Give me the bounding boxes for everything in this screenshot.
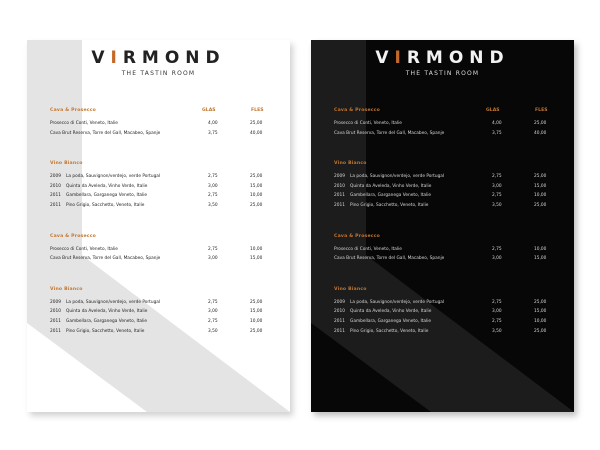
wine-year: 2010 bbox=[334, 183, 345, 189]
section-header bbox=[50, 234, 265, 243]
price-glass: 3,00 bbox=[492, 256, 502, 262]
wine-year: 2010 bbox=[50, 183, 61, 189]
price-glass: 2,75 bbox=[492, 193, 502, 199]
price-glass: 3,50 bbox=[208, 202, 218, 208]
wine-name: Prosecco di Conti, Veneto, Italie bbox=[50, 121, 118, 126]
wine-item bbox=[50, 308, 265, 318]
price-bottle: 10,00 bbox=[534, 246, 547, 252]
section-title: Cava & Prosecco bbox=[50, 233, 97, 239]
price-glass: 3,75 bbox=[208, 130, 218, 136]
wine-name: La poda, Sauvignon/verdejo, verde Portugal bbox=[66, 174, 161, 180]
section-header bbox=[334, 161, 549, 170]
price-glass: 3,50 bbox=[492, 328, 502, 334]
price-bottle: 25,00 bbox=[250, 299, 263, 305]
wine-year: 2010 bbox=[50, 309, 61, 315]
menu-card-dark bbox=[311, 40, 574, 412]
price-bottle: 10,00 bbox=[250, 318, 263, 324]
section-title: Cava & Prosecco bbox=[50, 108, 97, 113]
wine-year: 2011 bbox=[334, 328, 345, 334]
wine-item bbox=[334, 255, 549, 265]
price-bottle: 25,00 bbox=[534, 299, 547, 305]
price-bottle: 15,00 bbox=[250, 309, 263, 315]
price-bottle: 25,00 bbox=[534, 121, 547, 126]
menu-card-light bbox=[27, 40, 290, 412]
column-header-glas: GLAS bbox=[486, 108, 500, 113]
price-bottle: 10,00 bbox=[534, 318, 547, 324]
wine-year: 2011 bbox=[334, 318, 345, 324]
wine-name: La poda, Sauvignon/verdejo, verde Portugal bbox=[66, 299, 161, 305]
column-header-fles: FLES bbox=[535, 108, 548, 113]
wine-year: 2011 bbox=[334, 202, 345, 208]
price-bottle: 10,00 bbox=[250, 193, 263, 199]
wine-year: 2011 bbox=[334, 193, 345, 199]
price-bottle: 15,00 bbox=[250, 256, 263, 262]
menu-section bbox=[50, 161, 265, 211]
wine-year: 2009 bbox=[50, 299, 61, 305]
wine-name: Cava Brut Reserva, Torre del Gall, Macabeo, Spanje bbox=[334, 130, 445, 136]
wine-item bbox=[334, 173, 549, 183]
wine-name: Pino Grigio, Sacchetto, Veneto, Italie bbox=[66, 202, 145, 208]
price-glass: 2,75 bbox=[208, 299, 218, 305]
wine-item bbox=[50, 130, 265, 140]
price-bottle: 25,00 bbox=[250, 174, 263, 180]
wine-name: Pino Grigio, Sacchetto, Veneto, Italie bbox=[66, 328, 145, 334]
wine-item bbox=[50, 255, 265, 265]
price-glass: 3,50 bbox=[492, 202, 502, 208]
menu-section bbox=[50, 108, 265, 139]
wine-item bbox=[50, 183, 265, 193]
price-glass: 2,75 bbox=[208, 318, 218, 324]
menu-section bbox=[334, 108, 549, 139]
wine-item bbox=[334, 192, 549, 202]
menu-section bbox=[50, 234, 265, 265]
price-bottle: 15,00 bbox=[534, 183, 547, 189]
brand-tagline: THE TASTIN ROOM bbox=[121, 70, 196, 77]
price-glass: 4,00 bbox=[208, 121, 218, 126]
price-glass: 2,75 bbox=[208, 174, 218, 180]
price-glass: 3,00 bbox=[208, 309, 218, 315]
wine-item bbox=[50, 328, 265, 338]
wine-item bbox=[50, 246, 265, 256]
column-header-fles: FLES bbox=[251, 108, 264, 113]
wine-item bbox=[334, 130, 549, 140]
wine-name: Cava Brut Reserva, Torre del Gall, Macabeo, Spanje bbox=[50, 130, 161, 136]
wine-name: Quinta da Aveleda, Vinho Verde, Italie bbox=[350, 309, 432, 315]
wine-name: Prosecco di Conti, Veneto, Italie bbox=[50, 246, 118, 252]
wine-name: Gambellara, Garganega Veneto, Italie bbox=[66, 193, 148, 199]
section-header bbox=[50, 108, 265, 117]
price-glass: 4,00 bbox=[492, 121, 502, 126]
wine-name: Cava Brut Reserva, Torre del Gall, Macabeo, Spanje bbox=[50, 256, 161, 262]
price-glass: 2,75 bbox=[492, 299, 502, 305]
wine-item bbox=[50, 202, 265, 212]
price-bottle: 10,00 bbox=[250, 246, 263, 252]
wine-item bbox=[50, 120, 265, 130]
price-bottle: 25,00 bbox=[250, 121, 263, 126]
price-glass: 2,75 bbox=[492, 246, 502, 252]
wine-name: Prosecco di Conti, Veneto, Italie bbox=[334, 121, 402, 126]
wine-name: Quinta da Aveleda, Vinho Verde, Italie bbox=[66, 309, 148, 315]
wine-name: Gambellara, Garganega Veneto, Italie bbox=[66, 318, 148, 324]
price-bottle: 25,00 bbox=[534, 202, 547, 208]
price-glass: 3,00 bbox=[492, 309, 502, 315]
price-glass: 2,75 bbox=[208, 193, 218, 199]
menu-section bbox=[334, 161, 549, 211]
brand-logo: VIRMOND bbox=[375, 48, 510, 68]
price-bottle: 40,00 bbox=[534, 130, 547, 136]
wine-name: Gambellara, Garganega Veneto, Italie bbox=[350, 193, 432, 199]
section-header bbox=[50, 287, 265, 296]
wine-name: La poda, Sauvignon/verdejo, verde Portugal bbox=[350, 174, 445, 180]
price-glass: 2,75 bbox=[492, 174, 502, 180]
section-title: Vino Bianco bbox=[50, 286, 83, 292]
section-header bbox=[334, 108, 549, 117]
price-bottle: 25,00 bbox=[250, 202, 263, 208]
wine-year: 2010 bbox=[334, 309, 345, 315]
price-glass: 3,75 bbox=[492, 130, 502, 136]
wine-item bbox=[50, 173, 265, 183]
brand-tagline: THE TASTIN ROOM bbox=[405, 70, 480, 77]
wine-item bbox=[50, 192, 265, 202]
brand-logo: VIRMOND bbox=[91, 48, 226, 68]
wine-item bbox=[50, 299, 265, 309]
price-glass: 3,00 bbox=[208, 256, 218, 262]
wine-item bbox=[334, 246, 549, 256]
menu-section bbox=[50, 287, 265, 337]
section-header bbox=[50, 161, 265, 170]
price-glass: 3,00 bbox=[208, 183, 218, 189]
wine-name: Prosecco di Conti, Veneto, Italie bbox=[334, 246, 402, 252]
wine-year: 2011 bbox=[50, 202, 61, 208]
wine-item bbox=[334, 299, 549, 309]
wine-item bbox=[334, 120, 549, 130]
column-header-glas: GLAS bbox=[202, 108, 216, 113]
price-glass: 3,50 bbox=[208, 328, 218, 334]
price-glass: 3,00 bbox=[492, 183, 502, 189]
price-bottle: 15,00 bbox=[250, 183, 263, 189]
wine-item bbox=[334, 202, 549, 212]
wine-name: Gambellara, Garganega Veneto, Italie bbox=[350, 318, 432, 324]
price-bottle: 10,00 bbox=[534, 193, 547, 199]
wine-name: Pino Grigio, Sacchetto, Veneto, Italie bbox=[350, 202, 429, 208]
wine-year: 2009 bbox=[50, 174, 61, 180]
wine-list bbox=[50, 108, 265, 359]
wine-item bbox=[334, 183, 549, 193]
price-bottle: 25,00 bbox=[534, 328, 547, 334]
wine-name: Quinta da Aveleda, Vinho Verde, Italie bbox=[66, 183, 148, 189]
wine-year: 2011 bbox=[50, 193, 61, 199]
price-bottle: 25,00 bbox=[250, 328, 263, 334]
wine-item bbox=[50, 318, 265, 328]
wine-item bbox=[334, 308, 549, 318]
section-title: Vino Bianco bbox=[334, 161, 367, 167]
price-glass: 2,75 bbox=[492, 318, 502, 324]
wine-item bbox=[334, 318, 549, 328]
wine-year: 2009 bbox=[334, 299, 345, 305]
menu-section bbox=[334, 234, 549, 265]
price-bottle: 15,00 bbox=[534, 309, 547, 315]
section-title: Cava & Prosecco bbox=[334, 233, 381, 239]
section-title: Vino Bianco bbox=[334, 286, 367, 292]
wine-year: 2011 bbox=[50, 328, 61, 334]
price-glass: 2,75 bbox=[208, 246, 218, 252]
wine-list bbox=[334, 108, 549, 359]
price-bottle: 40,00 bbox=[250, 130, 263, 136]
wine-name: Cava Brut Reserva, Torre del Gall, Macabeo, Spanje bbox=[334, 256, 445, 262]
wine-year: 2011 bbox=[50, 318, 61, 324]
section-title: Cava & Prosecco bbox=[334, 108, 381, 113]
section-header bbox=[334, 234, 549, 243]
wine-name: Pino Grigio, Sacchetto, Veneto, Italie bbox=[350, 328, 429, 334]
section-header bbox=[334, 287, 549, 296]
wine-item bbox=[334, 328, 549, 338]
wine-name: La poda, Sauvignon/verdejo, verde Portugal bbox=[350, 299, 445, 305]
section-title: Vino Bianco bbox=[50, 161, 83, 167]
wine-year: 2009 bbox=[334, 174, 345, 180]
menu-section bbox=[334, 287, 549, 337]
price-bottle: 15,00 bbox=[534, 256, 547, 262]
wine-name: Quinta da Aveleda, Vinho Verde, Italie bbox=[350, 183, 432, 189]
price-bottle: 25,00 bbox=[534, 174, 547, 180]
